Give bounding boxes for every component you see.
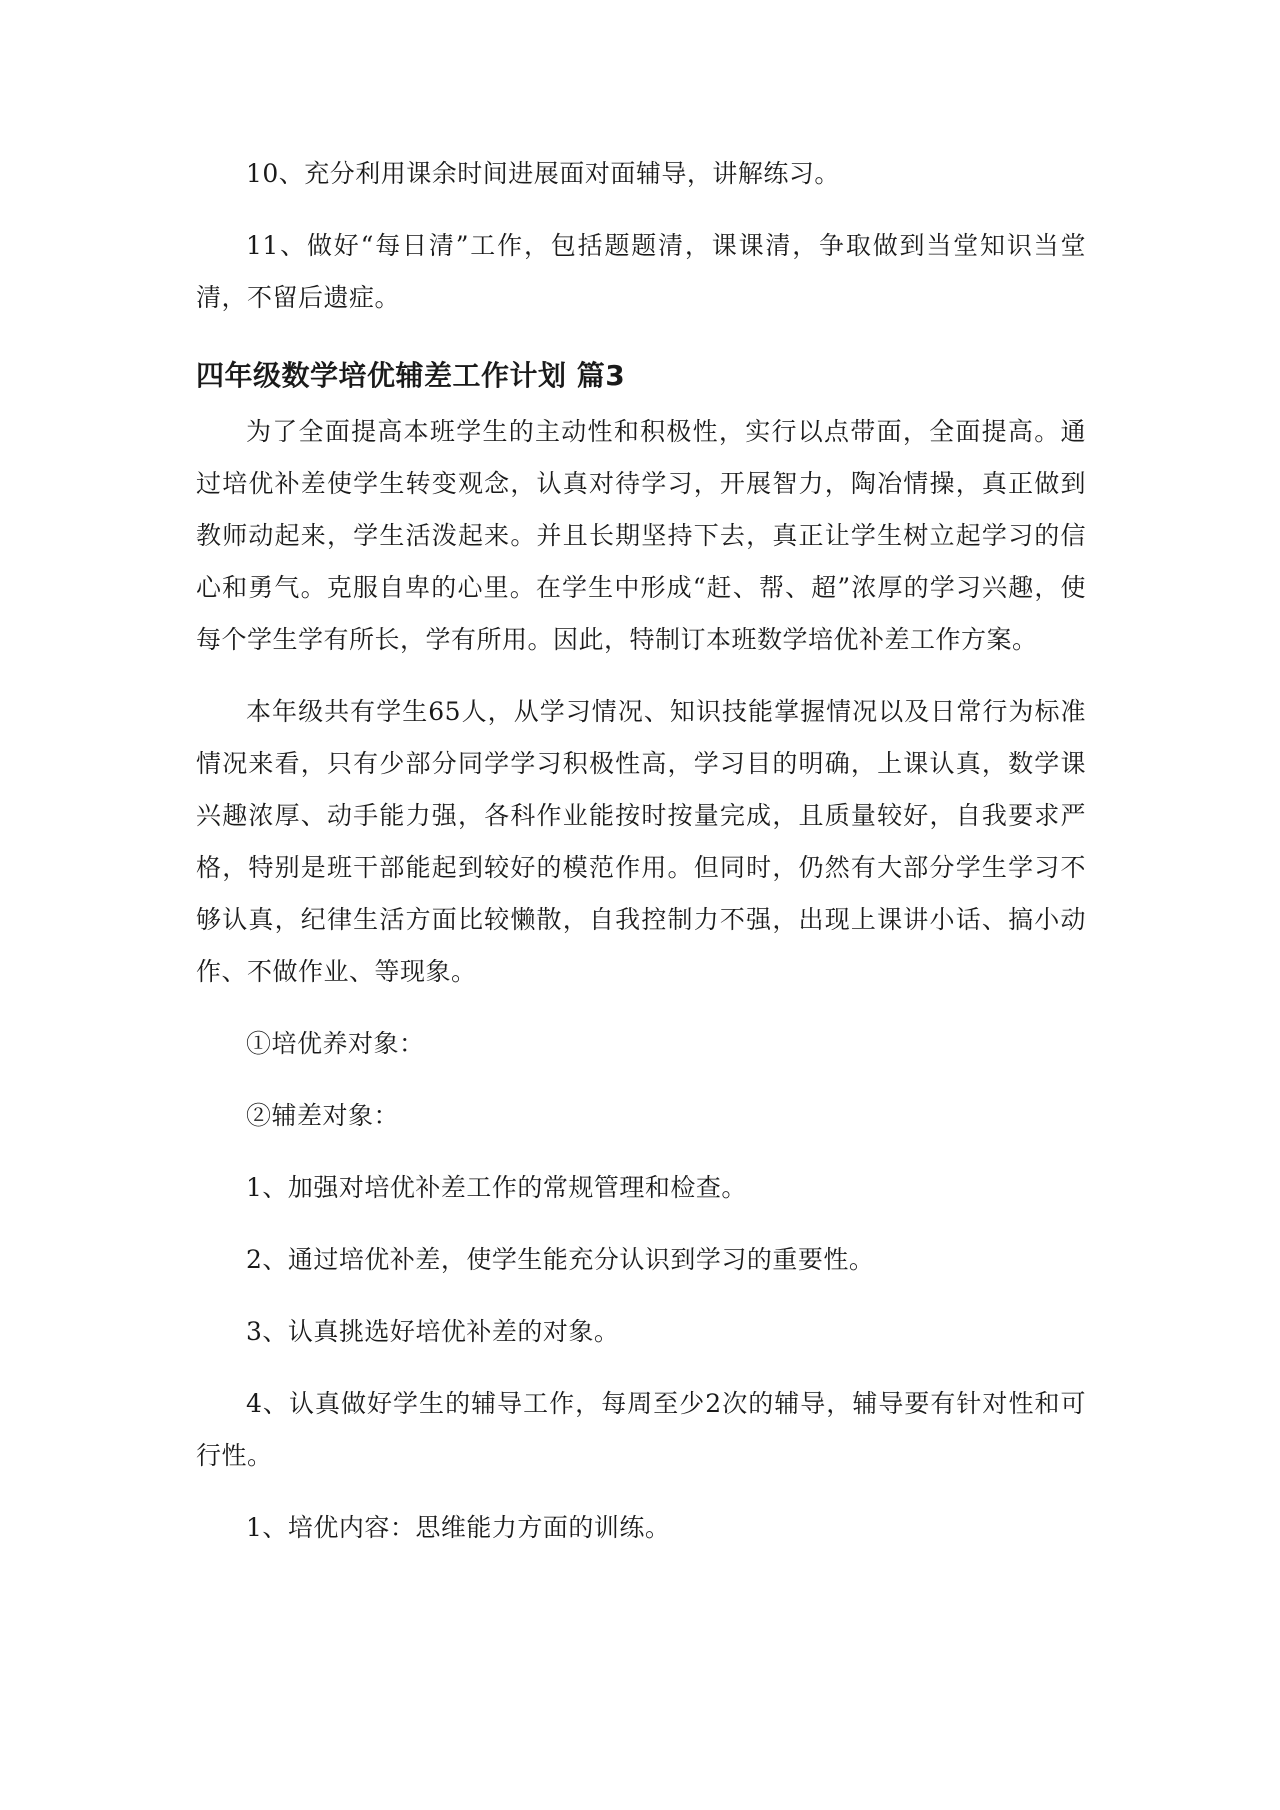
paragraph-weak-targets: ②辅差对象：: [246, 1101, 400, 1130]
paragraph-measure-4: 4、认真做好学生的辅导工作，每周至少2次的辅导，辅导要有针对性和可行性。: [196, 1389, 1086, 1470]
paragraph-measure-2: 2、通过培优补差，使学生能充分认识到学习的重要性。: [246, 1245, 875, 1274]
paragraph-measure-3: 3、认真挑选好培优补差的对象。: [246, 1317, 620, 1346]
paragraph-item-10: 10、充分利用课余时间进展面对面辅导，讲解练习。: [246, 159, 840, 188]
paragraph-content-1: 1、培优内容：思维能力方面的训练。: [246, 1513, 671, 1542]
paragraph-intro: 为了全面提高本班学生的主动性和积极性，实行以点带面，全面提高。通过培优补差使学生转变观念，认真对待学习，开展智力，陶冶情操，真正做到教师动起来，学生活泼起来。并且长期坚持下去，真正让学生树立起学习的信心和勇气。克服自卑的心里。在学生中形成“赶、帮、超”浓厚的学习兴趣，使每个学生学有所长，学有所用。因此，特制订本班数学培优补差工作方案。: [196, 417, 1086, 654]
paragraph-item-11: 11、做好“每日清”工作，包括题题清，课课清，争取做到当堂知识当堂清，不留后遗症。: [196, 231, 1086, 312]
paragraph-excellent-targets: ①培优养对象：: [246, 1029, 425, 1058]
paragraph-measure-1: 1、加强对培优补差工作的常规管理和检查。: [246, 1173, 747, 1202]
document-body: [196, 148, 1086, 1574]
section-heading: 四年级数学培优辅差工作计划 篇3: [196, 359, 626, 392]
paragraph-class-situation: 本年级共有学生65人，从学习情况、知识技能掌握情况以及日常行为标准情况来看，只有少部分同学学习积极性高，学习目的明确，上课认真，数学课兴趣浓厚、动手能力强，各科作业能按时按量完成，且质量较好，自我要求严格，特别是班干部能起到较好的模范作用。但同时，仍然有大部分学生学习不够认真，纪律生活方面比较懒散，自我控制力不强，出现上课讲小话、搞小动作、不做作业、等现象。: [196, 697, 1086, 986]
